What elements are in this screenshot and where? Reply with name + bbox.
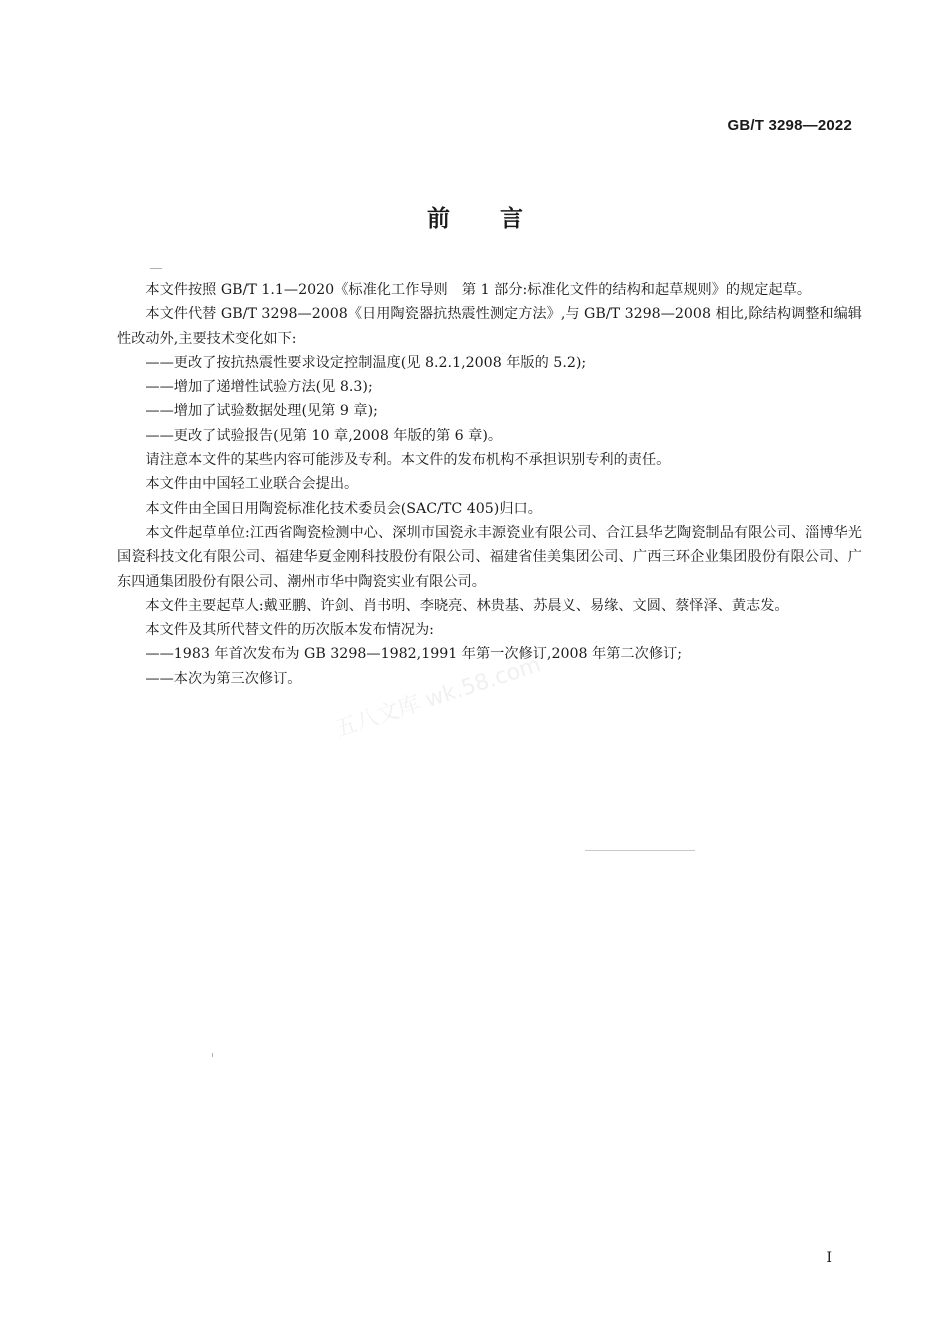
page-number: I bbox=[826, 1250, 832, 1266]
foreword-body bbox=[117, 278, 862, 691]
scan-mark bbox=[212, 1053, 213, 1057]
change-item: ——更改了按抗热震性要求设定控制温度(见 8.2.1,2008 年版的 5.2); bbox=[145, 354, 587, 371]
paragraph-committee: 本文件由全国日用陶瓷标准化技术委员会(SAC/TC 405)归口。 bbox=[145, 500, 542, 517]
change-item: ——更改了试验报告(见第 10 章,2008 年版的第 6 章)。 bbox=[145, 427, 503, 444]
standard-code: GB/T 3298—2022 bbox=[727, 117, 852, 134]
paragraph-drafters: 本文件主要起草人:戴亚鹏、许剑、肖书明、李晓亮、林贵基、苏晨义、易缘、文圆、蔡怿泽、黄志发。 bbox=[145, 597, 789, 614]
history-item: ——1983 年首次发布为 GB 3298—1982,1991 年第一次修订,2008 年第二次修订; bbox=[145, 646, 682, 663]
change-item: ——增加了递增性试验方法(见 8.3); bbox=[145, 379, 373, 396]
page-title: 前言 bbox=[427, 206, 573, 232]
watermark: 五八文库 wk.58.com bbox=[332, 652, 544, 743]
change-item: ——增加了试验数据处理(见第 9 章); bbox=[145, 403, 378, 420]
scan-mark bbox=[150, 268, 162, 269]
paragraph-patent-notice: 请注意本文件的某些内容可能涉及专利。本文件的发布机构不承担识别专利的责任。 bbox=[145, 452, 671, 469]
paragraph-drafting-rules: 本文件按照 GB/T 1.1—2020《标准化工作导则 第 1 部分:标准化文件的结构和起草规则》的规定起草。 bbox=[145, 282, 812, 298]
history-item: ——本次为第三次修订。 bbox=[145, 670, 302, 687]
scan-mark bbox=[585, 850, 695, 851]
paragraph-proposer: 本文件由中国轻工业联合会提出。 bbox=[145, 476, 359, 493]
paragraph-history: 本文件及其所代替文件的历次版本发布情况为: bbox=[145, 622, 434, 639]
paragraph-drafting-units: 本文件起草单位:江西省陶瓷检测中心、深圳市国瓷永丰源瓷业有限公司、合江县华艺陶瓷制品有限公司、淄博华光国瓷科技文化有限公司、福建华夏金刚科技股份有限公司、福建省佳美集团公司、广西三环企业集团股份有限公司、广东四通集团股份有限公司、潮州市华中陶瓷实业有限公司。 bbox=[117, 524, 862, 590]
paragraph-replacement: 本文件代替 GB/T 3298—2008《日用陶瓷器抗热震性测定方法》,与 GB/T 3298—2008 相比,除结构调整和编辑性改动外,主要技术变化如下: bbox=[117, 306, 862, 347]
